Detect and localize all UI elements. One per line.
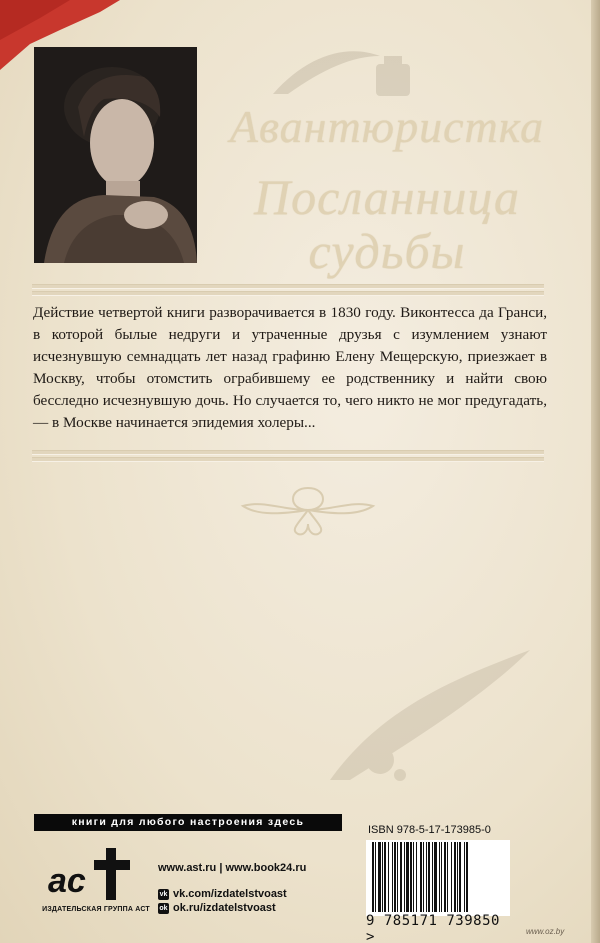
barcode-bar — [466, 842, 468, 912]
barcode-bar — [372, 842, 374, 912]
barcode-bar — [375, 842, 376, 912]
ok-icon: ok — [159, 904, 168, 912]
spine-edge — [591, 0, 600, 943]
quill-inkwell-decoration — [268, 34, 418, 104]
ast-logo-icon — [42, 838, 142, 908]
svg-text:ac: ac — [48, 862, 86, 900]
publisher-caption: ИЗДАТЕЛЬСКАЯ ГРУППА АСТ — [42, 906, 150, 913]
annotation-text: Действие четвертой книги разворачивается в 1830 году. Виконтесса да Гранси, в которой былые недруги и утраченные друзья с изумлением узнают исчезнувшую семнадцать лет назад графиню Елену Мещерскую, приезжает в Москву, чтобы отомстить ограбившему ее родственнику и найти свою бесследно исчезнувшую дочь. Но случается то, чего никто не мог предугадать, — в Москве начинается эпидемия холеры... — [33, 304, 547, 431]
barcode-bar — [459, 842, 461, 912]
book-title-line2: Посланница — [254, 169, 520, 225]
author-photo — [34, 47, 197, 263]
barcode-bar — [388, 842, 389, 912]
barcode-bar — [378, 842, 381, 912]
barcode-bar — [420, 842, 422, 912]
book-title-subtitle — [222, 170, 552, 278]
bottom-divider-secondary — [32, 457, 544, 462]
flourish-ornament-icon — [228, 480, 388, 538]
book-title-line1: Авантюристка — [229, 101, 545, 152]
ok-link-text[interactable]: ok.ru/izdatelstvoast — [173, 902, 276, 914]
barcode-bar — [392, 842, 393, 912]
barcode-bar — [428, 842, 430, 912]
bottom-divider — [32, 450, 544, 455]
barcode-bar — [426, 842, 427, 912]
barcode-bar — [400, 842, 402, 912]
publisher-links — [158, 862, 306, 916]
barcode-digits: 9 785171 739850 > — [366, 913, 500, 943]
book-title-line3: судьбы — [308, 223, 466, 279]
vk-icon: vk — [159, 890, 168, 898]
watermark: www.oz.by — [526, 927, 565, 936]
barcode-bar — [410, 842, 412, 912]
barcode-bar — [404, 842, 405, 912]
barcode-bar — [394, 842, 396, 912]
top-divider — [32, 284, 544, 289]
barcode-bars — [366, 840, 510, 916]
top-divider-secondary — [32, 291, 544, 296]
barcode-bar — [464, 842, 465, 912]
barcode-bar — [406, 842, 409, 912]
quill-ink-blot-decoration — [320, 640, 540, 790]
barcode-bar — [441, 842, 442, 912]
barcode-bar — [451, 842, 452, 912]
vk-link-text[interactable]: vk.com/izdatelstvoast — [173, 888, 287, 900]
barcode-bar — [434, 842, 437, 912]
barcode-bar — [384, 842, 386, 912]
barcode-bar — [432, 842, 433, 912]
barcode-bar — [416, 842, 417, 912]
vk-link[interactable] — [158, 888, 306, 900]
barcode-bar — [439, 842, 440, 912]
barcode — [366, 840, 510, 916]
barcode-bar — [397, 842, 398, 912]
barcode-bar — [447, 842, 448, 912]
tagline-banner: книги для любого настроения здесь — [34, 814, 342, 831]
barcode-bar — [382, 842, 383, 912]
barcode-bar — [454, 842, 456, 912]
isbn-label: ISBN 978-5-17-173985-0 — [368, 824, 491, 836]
barcode-bar — [413, 842, 414, 912]
barcode-bar — [444, 842, 446, 912]
ok-link[interactable] — [158, 902, 306, 914]
publisher-websites[interactable]: www.ast.ru | www.book24.ru — [158, 862, 307, 874]
barcode-bar — [457, 842, 458, 912]
book-annotation — [33, 302, 547, 434]
barcode-bar — [423, 842, 424, 912]
